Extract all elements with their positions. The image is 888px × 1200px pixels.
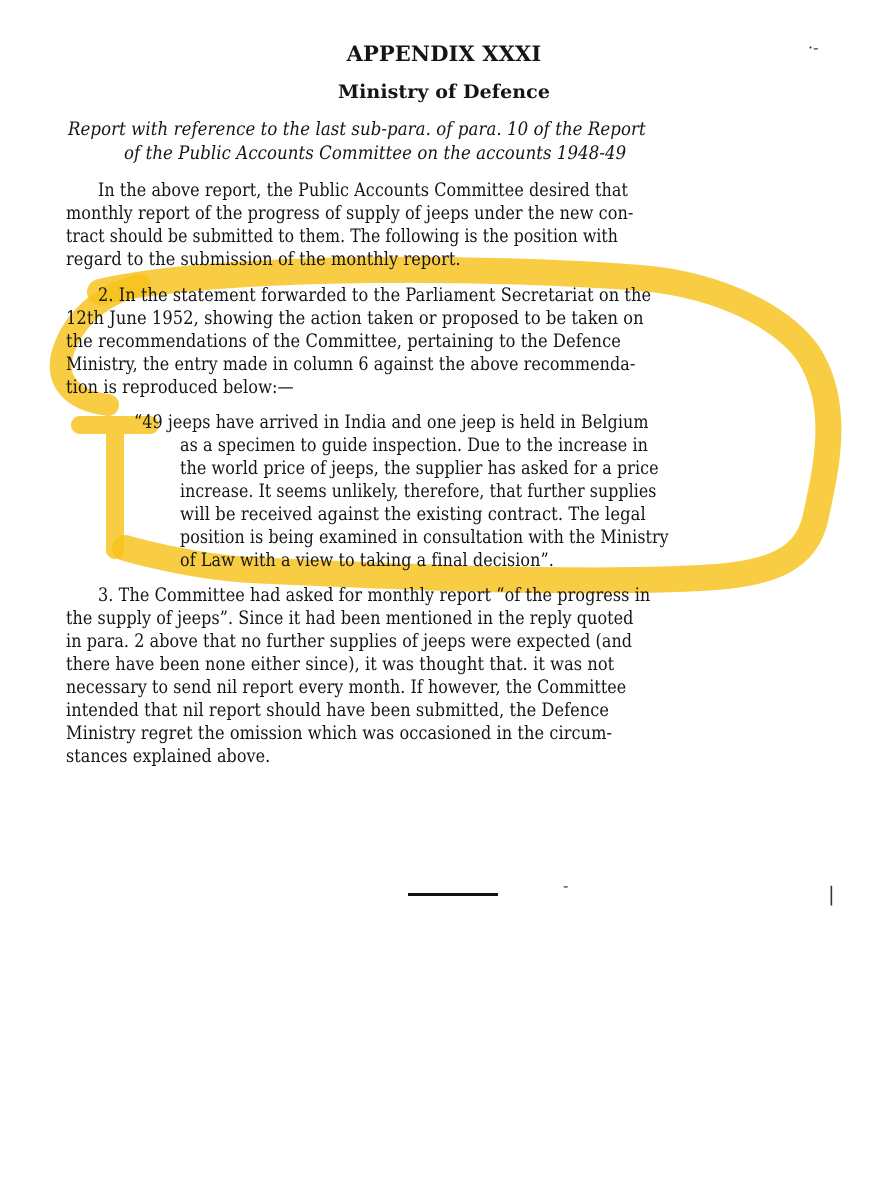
- quote-line: position is being examined in consultation with the Ministry: [180, 526, 669, 548]
- subtitle-line: of the Public Accounts Committee on the accounts 1948-49: [124, 142, 627, 164]
- para1-line: regard to the submission of the monthly report.: [66, 248, 461, 270]
- para3-line: there have been none either since), it was thought that. it was not: [66, 653, 615, 675]
- para3-line: intended that nil report should have been submitted, the Defence: [66, 699, 610, 721]
- quote-line: will be received against the existing contract. The legal: [180, 503, 646, 525]
- para1-line: tract should be submitted to them. The following is the position with: [66, 225, 618, 247]
- subtitle-line: Report with reference to the last sub-para. of para. 10 of the Report: [68, 118, 646, 140]
- para3-line: 3. The Committee had asked for monthly report “of the progress in: [98, 584, 651, 606]
- quote-line: the world price of jeeps, the supplier has asked for a price: [180, 457, 659, 479]
- ministry-heading: Ministry of Defence: [337, 81, 551, 103]
- end-rule: [408, 893, 498, 896]
- para1-line: In the above report, the Public Accounts Committee desired that: [98, 179, 628, 201]
- para3-line: the supply of jeeps”. Since it had been mentioned in the reply quoted: [66, 607, 634, 629]
- para2-line: the recommendations of the Committee, pertaining to the Defence: [66, 330, 621, 352]
- para3-line: stances explained above.: [66, 745, 271, 767]
- quote-line: “49 jeeps have arrived in India and one jeep is held in Belgium: [134, 411, 649, 433]
- scan-mark: -: [563, 876, 569, 895]
- para1-line: monthly report of the progress of supply of jeeps under the new con-: [66, 202, 634, 224]
- quote-line: increase. It seems unlikely, therefore, that further supplies: [180, 480, 657, 502]
- para3-line: necessary to send nil report every month. If however, the Committee: [66, 676, 627, 698]
- scan-mark: ·-: [808, 38, 819, 57]
- quote-line: of Law with a view to taking a final decision”.: [180, 549, 554, 571]
- para2-line: 12th June 1952, showing the action taken or proposed to be taken on: [66, 307, 644, 329]
- para3-line: Ministry regret the omission which was occasioned in the circum-: [66, 722, 613, 744]
- quote-line: as a specimen to guide inspection. Due to the increase in: [180, 434, 649, 456]
- appendix-heading: APPENDIX XXXI: [346, 41, 542, 66]
- para2-line: 2. In the statement forwarded to the Parliament Secretariat on the: [98, 284, 652, 306]
- para3-line: in para. 2 above that no further supplies of jeeps were expected (and: [66, 630, 633, 652]
- para2-line: tion is reproduced below:—: [66, 376, 294, 398]
- scan-mark: |: [828, 882, 835, 906]
- para2-line: Ministry, the entry made in column 6 against the above recommenda-: [66, 353, 636, 375]
